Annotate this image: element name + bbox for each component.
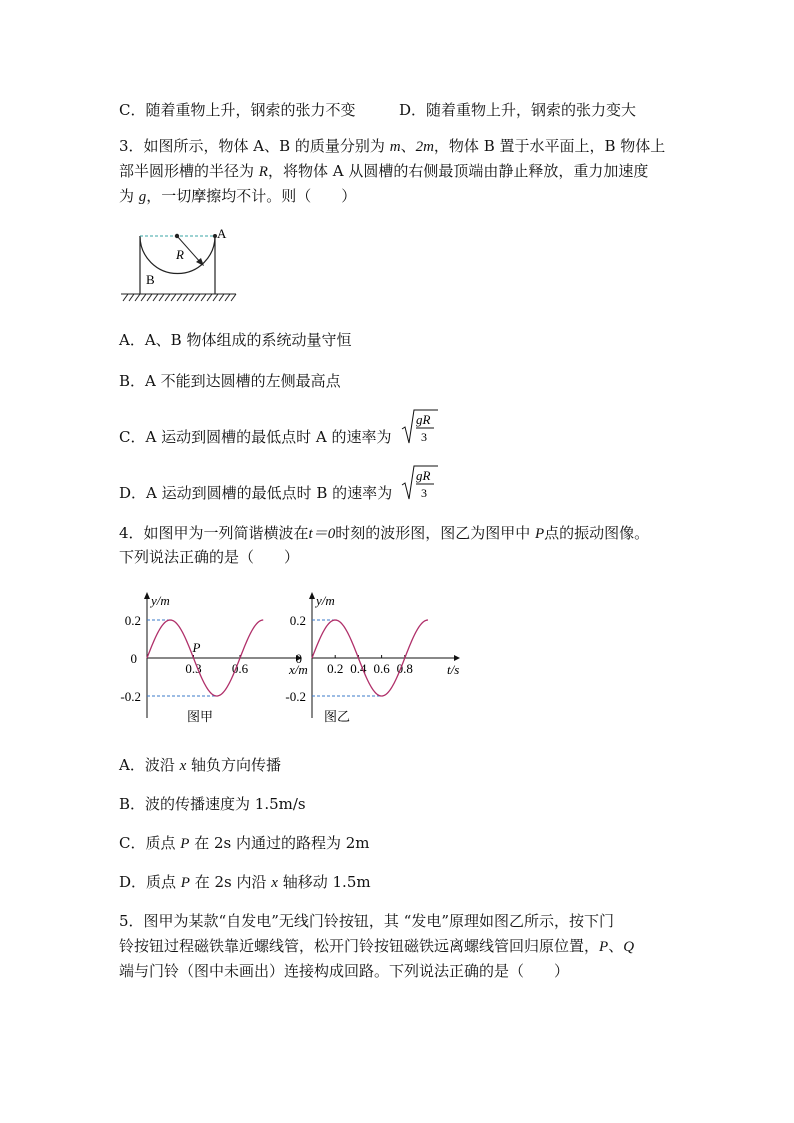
point-p-label: P [192,640,201,655]
y-axis-arrow [309,592,315,599]
y-tick-label: 0.2 [289,613,306,628]
y-tick-label-0: 0 [130,651,137,666]
x-axis-arrow [454,655,460,661]
ground-hatch [121,294,236,301]
q5-stem-line1: 5．图甲为某款“自发电”无线门铃按钮，其 “发电”原理如图乙所示，按下门 [119,912,614,930]
q2-option-d: D．随着重物上升，钢索的张力变大 [399,101,637,119]
x-tick-label: 0.4 [350,661,367,676]
q4-option-a: A．波沿 x 轴负方向传播 [119,756,282,774]
q4-option-c: C．质点 P 在 2s 内通过的路程为 2m [119,834,370,852]
label-a: A [217,226,227,241]
q3-option-d-sqrt [400,463,440,503]
q3-d-numerator: gR [416,468,431,483]
q3-stem-line3: 为 g，一切摩擦均不计。则（ ） [119,187,357,205]
y-tick-label: 0.2 [124,613,141,628]
x-tick-label: 0.6 [373,661,390,676]
y-axis-arrow [144,592,150,599]
x-axis-label: x/m [289,662,308,677]
chart-caption: 图甲 [187,709,214,724]
q3-stem-line1: 3．如图所示，物体 A、B 的质量分别为 m、2m，物体 B 置于水平面上，B 物体上 [119,137,666,155]
q3-c-denominator: 3 [421,430,427,444]
q3-groove-figure [118,222,243,304]
q2-option-c: C．随着重物上升，钢索的张力不变 [119,101,356,119]
q5-stem-line3: 端与门铃（图中未画出）连接构成回路。下列说法正确的是（ ） [119,962,570,980]
x-tick-label: 0.6 [231,661,249,676]
q3-d-denominator: 3 [421,486,427,500]
q3-option-d: D．A 运动到圆槽的最低点时 B 的速率为 [119,484,393,502]
q3-stem-line2: 部半圆形槽的半径为 R，将物体 A 从圆槽的右侧最顶端由静止释放，重力加速度 [119,162,649,180]
q3-option-a: A．A、B 物体组成的系统动量守恒 [119,331,352,349]
chart-caption: 图乙 [324,709,351,724]
label-r: R [176,247,184,262]
q4-option-d: D．质点 P 在 2s 内沿 x 轴移动 1.5m [119,873,371,891]
y-axis-label: y/m [316,593,335,608]
q3-option-b: B．A 不能到达圆槽的左侧最高点 [119,372,341,390]
q4-option-b: B．波的传播速度为 1.5m/s [119,795,306,813]
y-tick-label: -0.2 [120,689,141,704]
y-tick-label: -0.2 [285,689,306,704]
vibration-graph-yi [280,590,470,730]
q3-option-c: C．A 运动到圆槽的最低点时 A 的速率为 [119,428,392,446]
y-tick-label-0: 0 [295,651,302,666]
y-axis-label: y/m [151,593,170,608]
wave-graph-jia [115,590,308,730]
q4-stem-line1: 4．如图甲为一列简谐横波在t＝0时刻的波形图，图乙为图甲中 P点的振动图像。 [119,524,650,542]
x-axis-label: t/s [447,662,460,677]
q3-c-numerator: gR [416,412,431,427]
x-tick-label: 0.8 [396,661,413,676]
x-tick-label: 0.3 [185,661,202,676]
q4-stem-line2: 下列说法正确的是（ ） [119,548,300,566]
q5-stem-line2: 铃按钮过程磁铁靠近螺线管，松开门铃按钮磁铁远离螺线管回归原位置，P、Q [119,937,635,955]
label-b: B [146,272,155,287]
x-tick-label: 0.2 [327,661,344,676]
q3-option-c-sqrt [400,407,440,447]
